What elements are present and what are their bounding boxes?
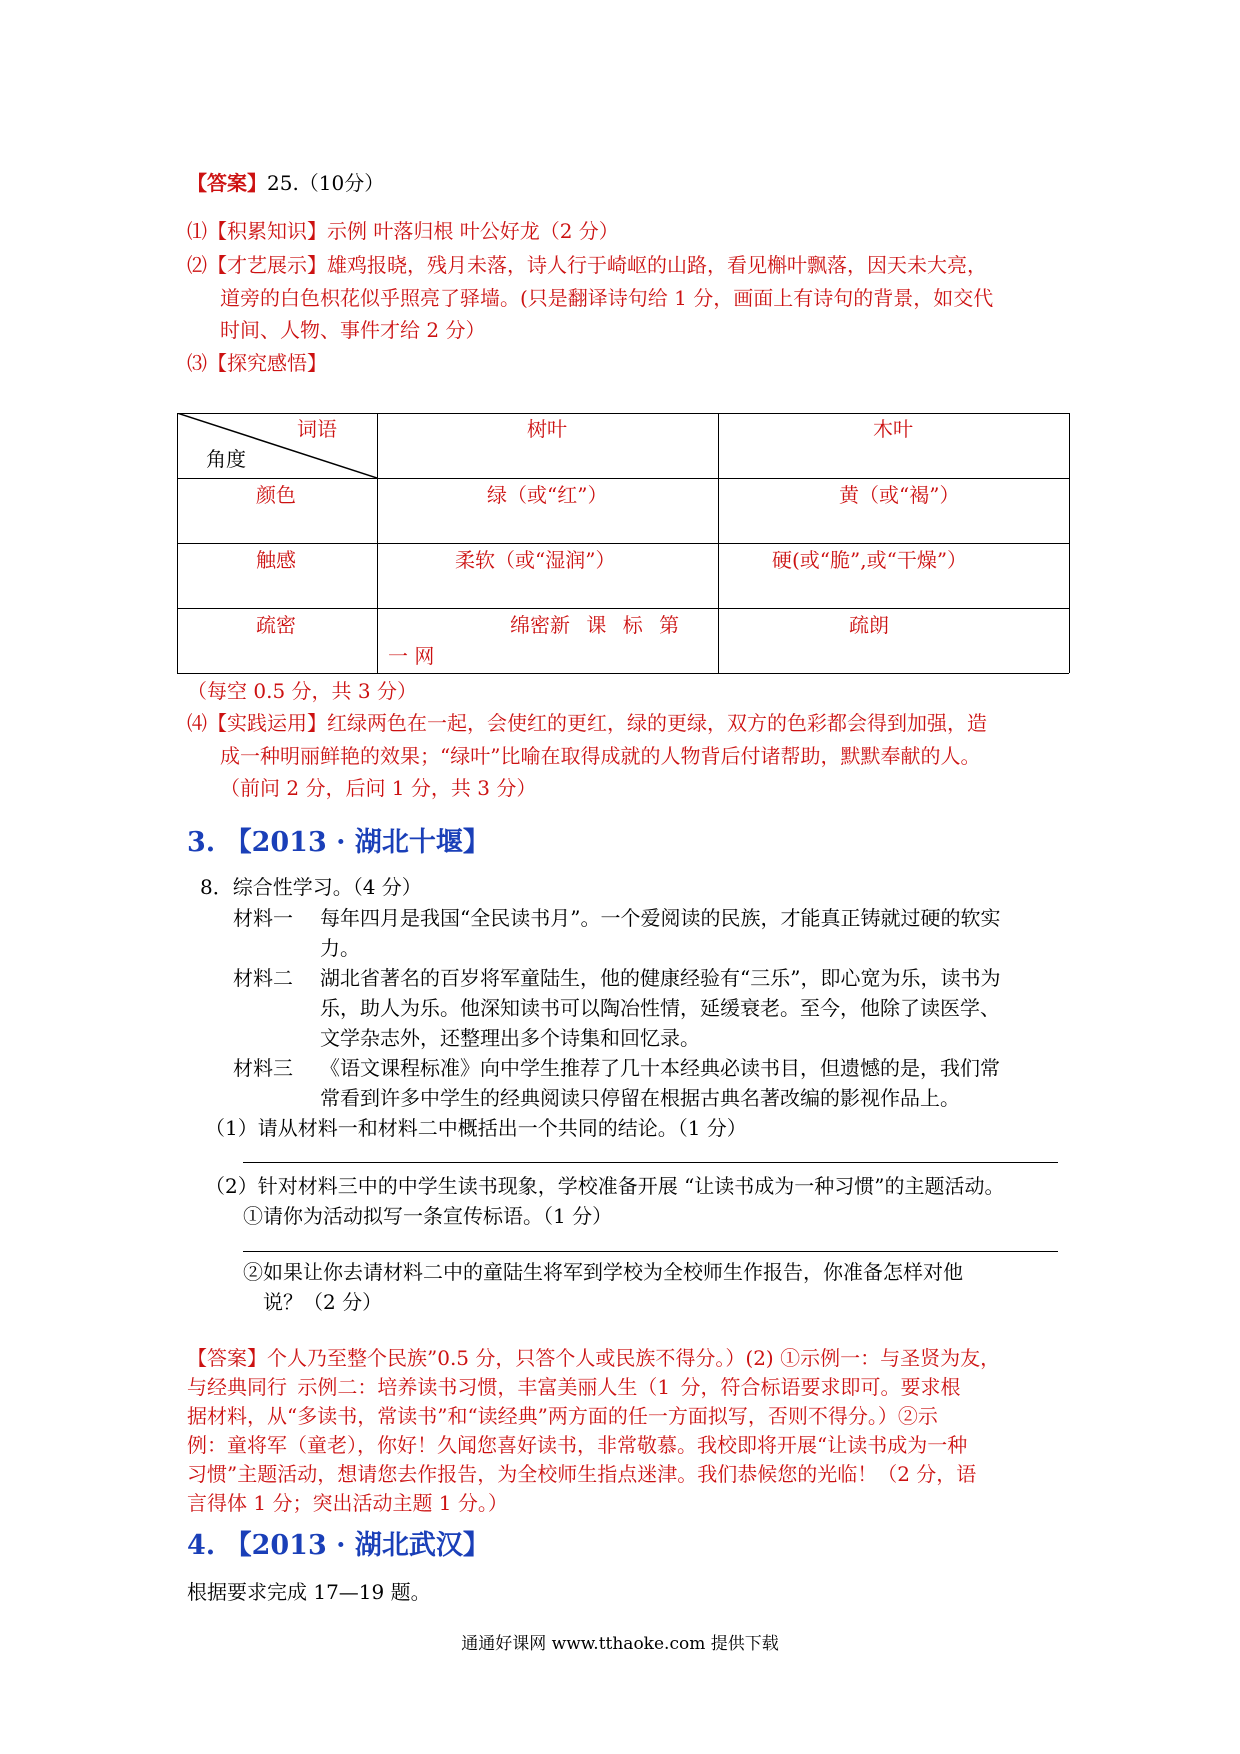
answer-heading (187, 168, 384, 199)
answer-question-number: 25.（10分） (267, 171, 385, 195)
sub-question-2-1: ①请你为活动拟写一条宣传标语。（1 分） (243, 1204, 613, 1228)
part2-line2: 道旁的白色枳花似乎照亮了驿墙。(只是翻译诗句给 1 分，画面上有诗句的背景，如交代 (220, 286, 994, 310)
table-cell: 绵密新 课 标 第 (510, 613, 680, 637)
table-cell: 黄（或“褐”） (839, 483, 960, 507)
part4-tag: 【实践运用】 (207, 711, 327, 735)
material-text: 湖北省著名的百岁将军童陆生，他的健康经验有“三乐”，即心宽为乐，读书为 (320, 966, 1001, 990)
part2-number: ⑵ (187, 253, 207, 277)
answer-text: 言得体 1 分；突出活动主题 1 分。） (187, 1491, 508, 1515)
answer-text: 习惯”主题活动，想请您去作报告，为全校师生指点迷津。我们恭候您的光临！（2 分，语 (187, 1462, 977, 1486)
part4-text: 红绿两色在一起，会使红的更红，绿的更绿，双方的色彩都会得到加强，造 (327, 711, 987, 735)
part3-number: ⑶ (187, 351, 207, 375)
table-header-col2: 木叶 (873, 417, 913, 441)
sub-question-1: （1）请从材料一和材料二中概括出一个共同的结论。（1 分） (205, 1116, 747, 1140)
table-cell: 绿（或“红”） (487, 483, 608, 507)
table-border-bottom (177, 673, 1069, 674)
section-text: 根据要求完成 17—19 题。 (187, 1580, 431, 1604)
section-heading: 4. 【2013 · 湖北武汉】 (187, 1530, 490, 1561)
part3-tag: 【探究感悟】 (207, 351, 327, 375)
material-text: 乐，助人为乐。他深知读书可以陶冶性情，延缓衰老。至今，他除了读医学、 (320, 996, 1000, 1020)
material-label: 材料二 (233, 966, 293, 990)
part1-text: 示例 叶落归根 叶公好龙（2 分） (327, 219, 619, 243)
table-row-divider (177, 543, 1069, 544)
table-row-divider (177, 478, 1069, 479)
answer-blank-line (243, 1162, 1058, 1163)
table-row-label: 疏密 (256, 613, 296, 637)
part4-line3: （前问 2 分，后问 1 分，共 3 分） (220, 776, 537, 800)
material-label: 材料三 (233, 1056, 293, 1080)
answer-text: 【答案】个人乃至整个民族”0.5 分，只答个人或民族不得分。）(2) ①示例一：与圣贤为友， (187, 1346, 1001, 1370)
question-8: 8．综合性学习。（4 分） (200, 875, 422, 899)
material-text: 每年四月是我国“全民读书月”。一个爱阅读的民族，才能真正铸就过硬的软实 (320, 906, 1001, 930)
part4-number: ⑷ (187, 711, 207, 735)
answer-blank-line (243, 1251, 1058, 1252)
material-text: 常看到许多中学生的经典阅读只停留在根据古典名著改编的影视作品上。 (320, 1086, 960, 1110)
section-heading: 3. 【2013 · 湖北十堰】 (187, 827, 490, 858)
answer-text: 与经典同行 示例二：培养读书习惯，丰富美丽人生（1 分，符合标语要求即可。要求根 (187, 1375, 961, 1399)
part2-line1 (187, 250, 987, 281)
table-cell: 硬(或“脆”,或“干燥”） (772, 548, 968, 572)
answer-tag: 【答案】 (187, 171, 267, 195)
sub-question-2: （2）针对材料三中的中学生读书现象，学校准备开展 “让读书成为一种习惯”的主题活动。 (205, 1174, 1005, 1198)
material-text: 《语文课程标准》向中学生推荐了几十本经典必读书目，但遗憾的是，我们常 (320, 1056, 1000, 1080)
table-header-col1: 树叶 (527, 417, 567, 441)
table-note: （每空 0.5 分，共 3 分） (187, 679, 417, 703)
table-border-right (1069, 413, 1070, 673)
part2-line3: 时间、人物、事件才给 2 分） (220, 318, 486, 342)
table-row-label: 颜色 (256, 483, 296, 507)
part3-line (187, 348, 327, 379)
table-col-divider (377, 413, 378, 673)
page-footer: 通通好课网 www.tthaoke.com 提供下载 (461, 1634, 779, 1654)
table-corner-bottom: 角度 (206, 447, 246, 471)
part4-line1 (187, 708, 987, 739)
table-row-label: 触感 (256, 548, 296, 572)
material-text: 文学杂志外，还整理出多个诗集和回忆录。 (320, 1026, 700, 1050)
answer-text: 据材料，从“多读书，常读书”和“读经典”两方面的任一方面拟写，否则不得分。）②示 (187, 1404, 938, 1428)
material-text: 力。 (320, 936, 360, 960)
table-cell: 柔软（或“湿润”） (455, 548, 616, 572)
table-cell: 疏朗 (849, 613, 889, 637)
sub-question-2-2: ②如果让你去请材料二中的童陆生将军到学校为全校师生作报告，你准备怎样对他 (243, 1260, 963, 1284)
table-cell-continued: 一 网 (388, 644, 435, 668)
table-col-divider (718, 413, 719, 673)
part4-line2: 成一种明丽鲜艳的效果；“绿叶”比喻在取得成就的人物背后付诸帮助，默默奉献的人。 (220, 744, 981, 768)
material-label: 材料一 (233, 906, 293, 930)
part1-number: ⑴ (187, 219, 207, 243)
part1-tag: 【积累知识】 (207, 219, 327, 243)
table-corner-top: 词语 (297, 417, 337, 441)
sub-question-2-2-cont: 说？（2 分） (263, 1290, 383, 1314)
part1-line (187, 216, 619, 247)
part2-tag: 【才艺展示】 (207, 253, 327, 277)
part2-text: 雄鸡报晓，残月未落，诗人行于崎岖的山路，看见槲叶飘落，因天未大亮， (327, 253, 987, 277)
answer-text: 例：童将军（童老），你好！久闻您喜好读书，非常敬慕。我校即将开展“让读书成为一种 (187, 1433, 968, 1457)
table-row-divider (177, 608, 1069, 609)
